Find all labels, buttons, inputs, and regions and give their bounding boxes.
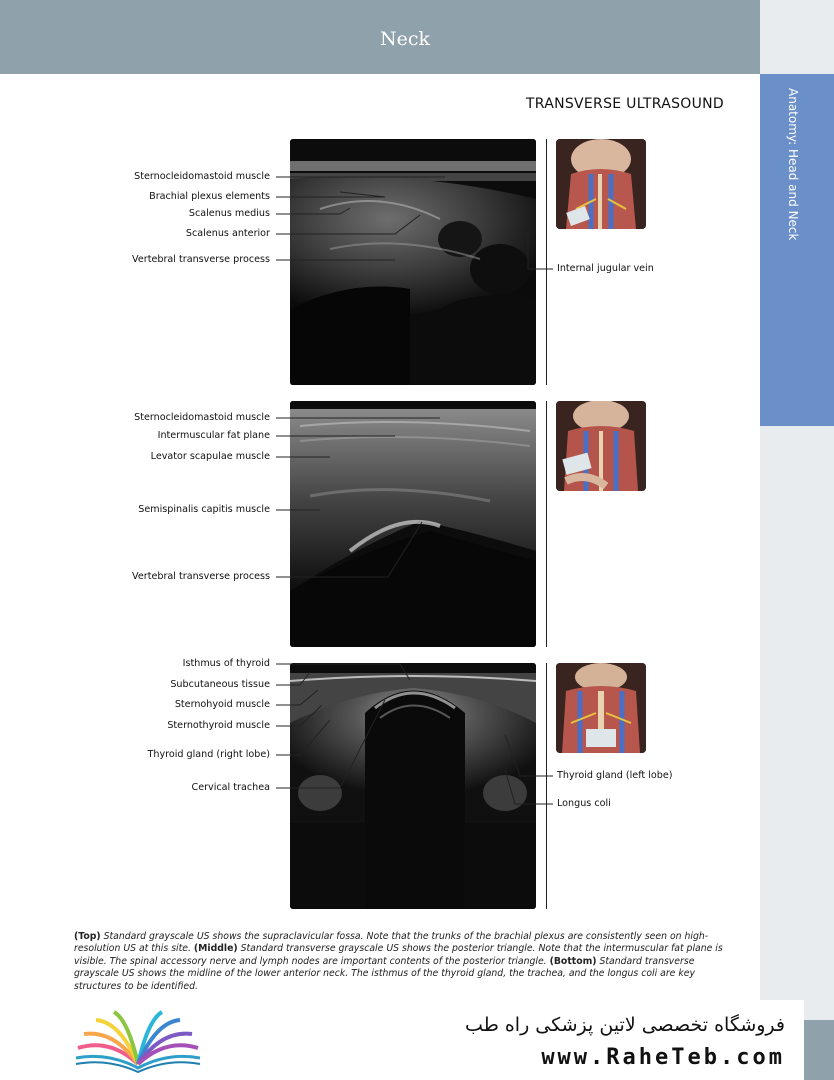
label-vertebral-process-1: Vertebral transverse process bbox=[132, 254, 270, 265]
anatomy-thumbnail-top bbox=[556, 139, 646, 229]
store-url-link[interactable]: www.RaheTeb.com bbox=[541, 1045, 785, 1070]
label-scalenus-medius: Scalenus medius bbox=[188, 208, 270, 219]
ultrasound-image-bottom bbox=[290, 663, 536, 909]
caption-bottom-text: Standard transverse grayscale US shows the midline of the lower anterior neck. The isthmus of the thyroid gland, the trachea, and the longus coli are key structures to be identified. bbox=[74, 955, 695, 992]
label-semispinalis-capitis: Semispinalis capitis muscle bbox=[138, 504, 270, 515]
side-strip bbox=[760, 426, 834, 1020]
label-vertebral-process-2: Vertebral transverse process bbox=[132, 571, 270, 582]
label-sternothyroid: Sternothyroid muscle bbox=[167, 720, 270, 731]
side-strip-top bbox=[760, 0, 834, 74]
caption-top-text: Standard grayscale US shows the supraclavicular fossa. Note that the trunks of the brachial plexus are consistently seen on high-resolution US at this site. bbox=[74, 931, 709, 955]
section-title: TRANSVERSE ULTRASOUND bbox=[525, 96, 724, 112]
label-intermuscular-fat: Intermuscular fat plane bbox=[157, 430, 270, 441]
label-isthmus-thyroid: Isthmus of thyroid bbox=[182, 658, 270, 669]
label-subcutaneous-tissue: Subcutaneous tissue bbox=[170, 679, 270, 690]
label-scalenus-anterior: Scalenus anterior bbox=[185, 228, 270, 239]
side-strip-bottom bbox=[804, 1020, 834, 1080]
divider-line-top bbox=[546, 139, 547, 385]
label-sternohyoid: Sternohyoid muscle bbox=[174, 699, 270, 710]
ultrasound-image-top bbox=[290, 139, 536, 385]
open-book-logo-icon[interactable] bbox=[70, 1008, 206, 1074]
label-thyroid-left-lobe: Thyroid gland (left lobe) bbox=[557, 770, 673, 781]
label-cervical-trachea: Cervical trachea bbox=[191, 782, 270, 793]
caption-middle-label: (Middle) bbox=[193, 943, 238, 955]
divider-line-middle bbox=[546, 401, 547, 647]
label-sternocleidomastoid-2: Sternocleidomastoid muscle bbox=[134, 412, 270, 423]
label-thyroid-right-lobe: Thyroid gland (right lobe) bbox=[147, 749, 270, 760]
store-name-persian: فروشگاه تخصصی لاتین پزشکی راه طب bbox=[465, 1014, 785, 1036]
divider-line-bottom bbox=[546, 663, 547, 909]
figure-caption bbox=[74, 931, 724, 993]
section-side-tab-label: Anatomy: Head and Neck bbox=[786, 88, 800, 241]
caption-bottom-label: (Bottom) bbox=[549, 955, 597, 967]
ultrasound-image-middle bbox=[290, 401, 536, 647]
label-levator-scapulae: Levator scapulae muscle bbox=[150, 451, 270, 462]
anatomy-thumbnail-bottom bbox=[556, 663, 646, 753]
page-header-title: Neck bbox=[379, 28, 431, 50]
caption-middle-text: Standard transverse grayscale US shows the posterior triangle. Note that the intermuscular fat plane is visible. The spinal accessory nerve and lymph nodes are important contents of the posterior triangle. bbox=[74, 943, 723, 967]
label-sternocleidomastoid-1: Sternocleidomastoid muscle bbox=[134, 171, 270, 182]
label-longus-coli: Longus coli bbox=[557, 798, 611, 809]
label-brachial-plexus: Brachial plexus elements bbox=[149, 191, 270, 202]
label-internal-jugular-vein: Internal jugular vein bbox=[557, 263, 654, 274]
caption-top-label: (Top) bbox=[74, 931, 101, 942]
anatomy-thumbnail-middle bbox=[556, 401, 646, 491]
